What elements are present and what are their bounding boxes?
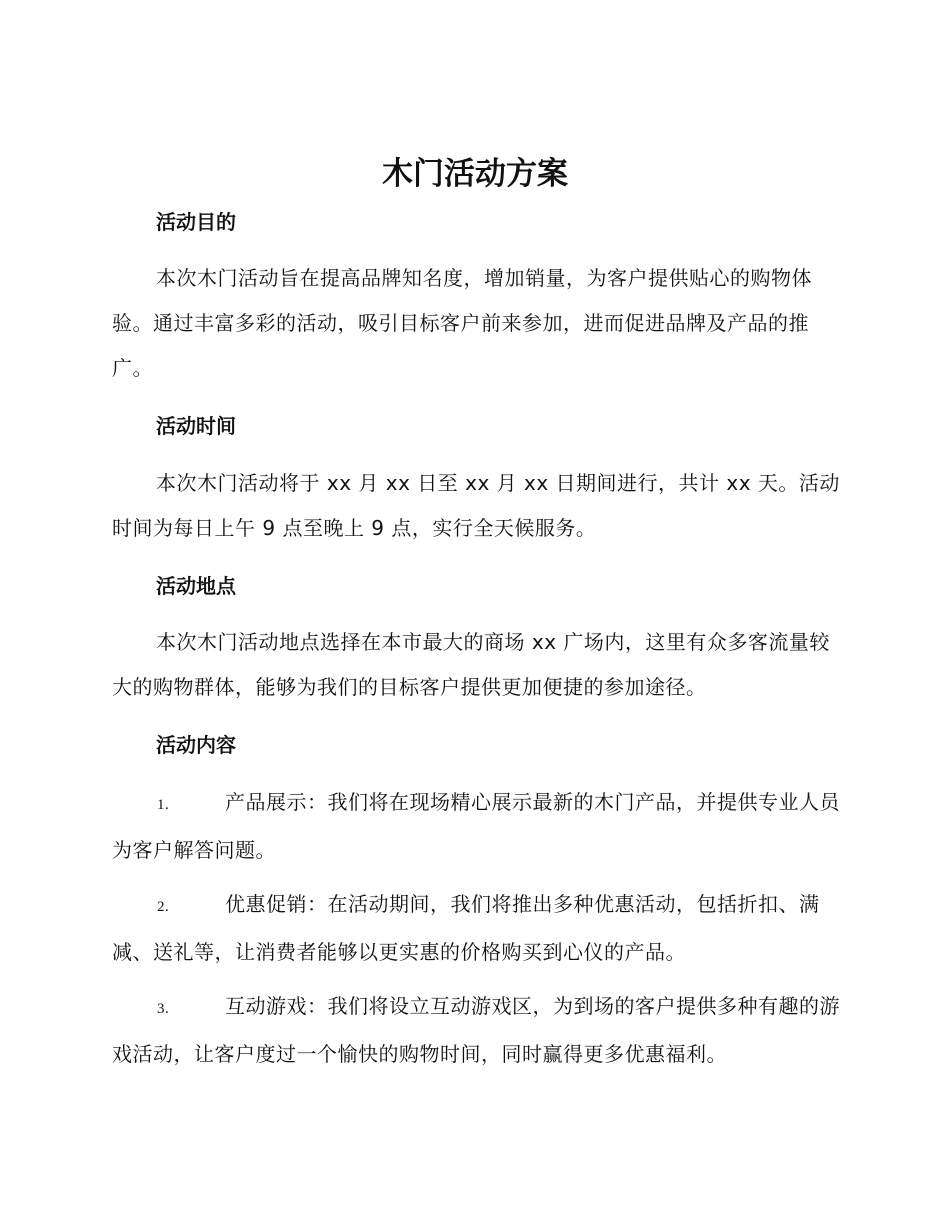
list-item-text: 产品展示：我们将在现场精心展示最新的木门产品，并提供专业人员为客户解答问题。 — [112, 790, 840, 862]
section-paragraph-purpose: 本次木门活动旨在提高品牌知名度，增加销量，为客户提供贴心的购物体验。通过丰富多彩的活动，吸引目标客户前来参加，进而促进品牌及产品的推广。 — [112, 266, 812, 380]
list-item — [112, 882, 842, 975]
list-item-text: 互动游戏：我们将设立互动游戏区，为到场的客户提供多种有趣的游戏活动，让客户度过一个愉快的购物时间，同时赢得更多优惠福利。 — [112, 994, 840, 1066]
list-item-number: 1. — [157, 797, 170, 813]
document-title: 木门活动方案 — [382, 156, 568, 192]
list-item — [112, 984, 842, 1077]
list-item-text: 优惠促销：在活动期间，我们将推出多种优惠活动，包括折扣、满减、送礼等，让消费者能够以更实惠的价格购买到心仪的产品。 — [112, 892, 820, 964]
list-item — [112, 780, 842, 873]
section-heading-purpose: 活动目的 — [156, 210, 236, 234]
section-heading-location: 活动地点 — [156, 574, 236, 598]
section-heading-time: 活动时间 — [156, 414, 236, 438]
section-paragraph-time: 本次木门活动将于 xx 月 xx 日至 xx 月 xx 日期间进行，共计 xx 天。活动时间为每日上午 9 点至晚上 9 点，实行全天候服务。 — [112, 471, 840, 540]
list-item-number: 2. — [157, 899, 170, 915]
list-item-number: 3. — [157, 1001, 170, 1017]
section-paragraph-location: 本次木门活动地点选择在本市最大的商场 xx 广场内，这里有众多客流量较大的购物群体，能够为我们的目标客户提供更加便捷的参加途径。 — [112, 630, 830, 699]
section-heading-content: 活动内容 — [156, 733, 236, 757]
